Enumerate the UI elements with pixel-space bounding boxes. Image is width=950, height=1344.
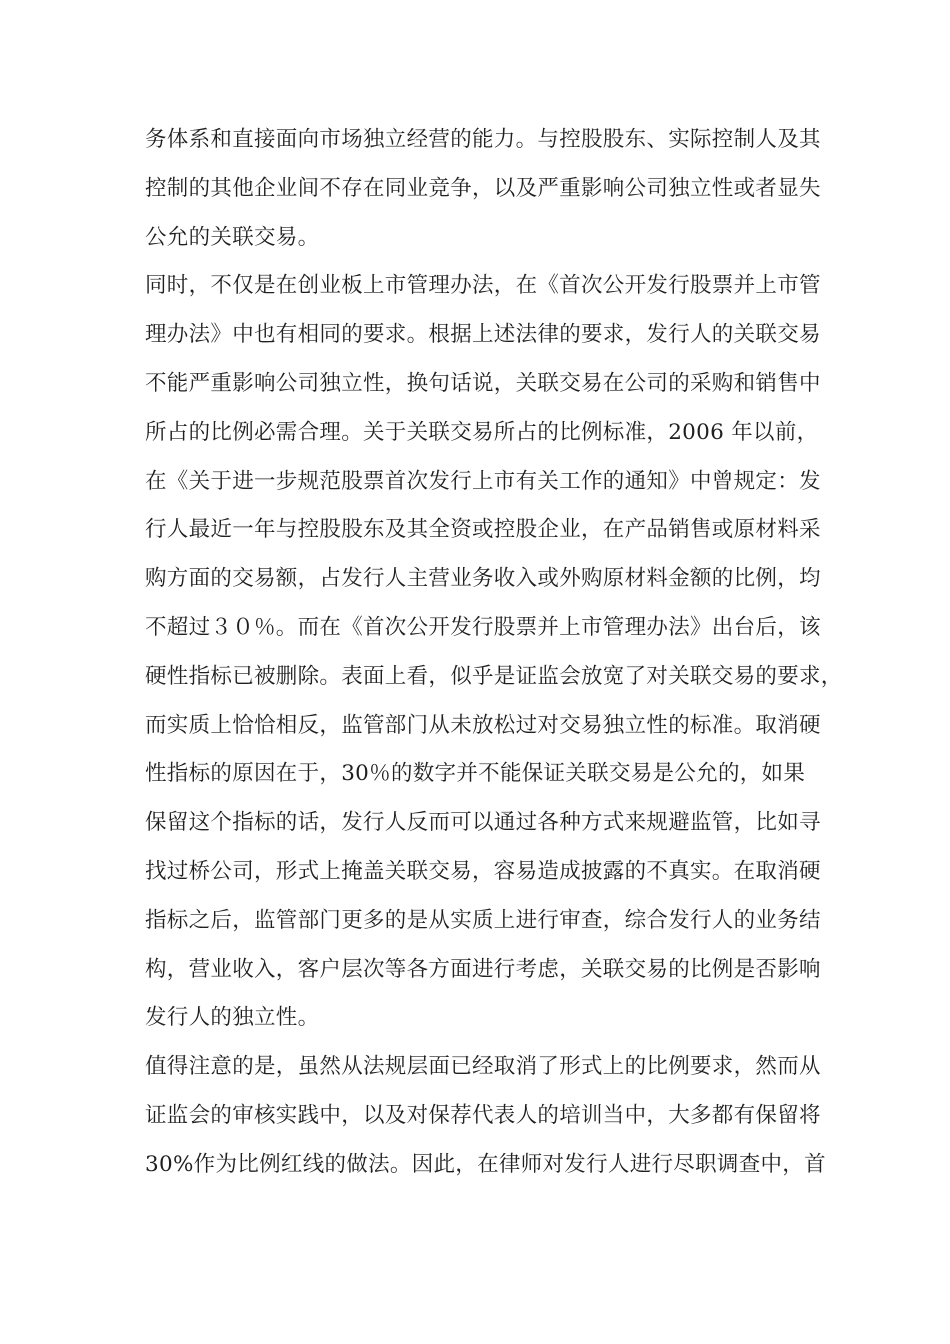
text-line: 发行人的独立性。 xyxy=(145,1005,320,1031)
text-line: 找过桥公司，形式上掩盖关联交易，容易造成披露的不真实。在取消硬 xyxy=(145,858,821,884)
text-line: 务体系和直接面向市场独立经营的能力。与控股股东、实际控制人及其 xyxy=(145,127,821,152)
text-line: 不超过３０％。而在《首次公开发行股票并上市管理办法》出台后，该 xyxy=(145,614,821,640)
text-line: 所占的比例必需合理。关于关联交易所占的比例标准，2006 年以前， xyxy=(145,419,819,445)
text-line: 值得注意的是，虽然从法规层面已经取消了形式上的比例要求，然而从 xyxy=(145,1054,821,1080)
text-line: 控制的其他企业间不存在同业竞争，以及严重影响公司独立性或者显失 xyxy=(145,175,821,201)
text-line: 理办法》中也有相同的要求。根据上述法律的要求，发行人的关联交易 xyxy=(145,322,821,348)
text-line: 30%作为比例红线的做法。因此，在律师对发行人进行尽职调查中，首 xyxy=(145,1151,826,1177)
text-line: 行人最近一年与控股股东及其全资或控股企业，在产品销售或原材料采 xyxy=(145,517,821,543)
text-line: 而实质上恰恰相反，监管部门从未放松过对交易独立性的标准。取消硬 xyxy=(145,712,821,738)
text-line: 指标之后，监管部门更多的是从实质上进行审查，综合发行人的业务结 xyxy=(145,907,821,933)
text-line: 购方面的交易额，占发行人主营业务收入或外购原材料金额的比例，均 xyxy=(145,566,821,592)
text-line: 性指标的原因在于，30％的数字并不能保证关联交易是公允的，如果 xyxy=(145,761,806,787)
text-line: 证监会的审核实践中，以及对保荐代表人的培训当中，大多都有保留将 xyxy=(145,1102,821,1128)
text-line: 同时，不仅是在创业板上市管理办法，在《首次公开发行股票并上市管 xyxy=(145,273,821,299)
text-line: 在《关于进一步规范股票首次发行上市有关工作的通知》中曾规定：发 xyxy=(145,468,821,494)
text-line: 公允的关联交易。 xyxy=(145,224,320,250)
text-line: 不能严重影响公司独立性，换句话说，关联交易在公司的采购和销售中 xyxy=(145,370,821,396)
text-line: 硬性指标已被删除。表面上看，似乎是证监会放宽了对关联交易的要求， xyxy=(145,663,843,689)
text-line: 保留这个指标的话，发行人反而可以通过各种方式来规避监管，比如寻 xyxy=(145,810,821,836)
text-line: 构，营业收入，客户层次等各方面进行考虑，关联交易的比例是否影响 xyxy=(145,956,821,982)
body-text xyxy=(145,122,843,1196)
